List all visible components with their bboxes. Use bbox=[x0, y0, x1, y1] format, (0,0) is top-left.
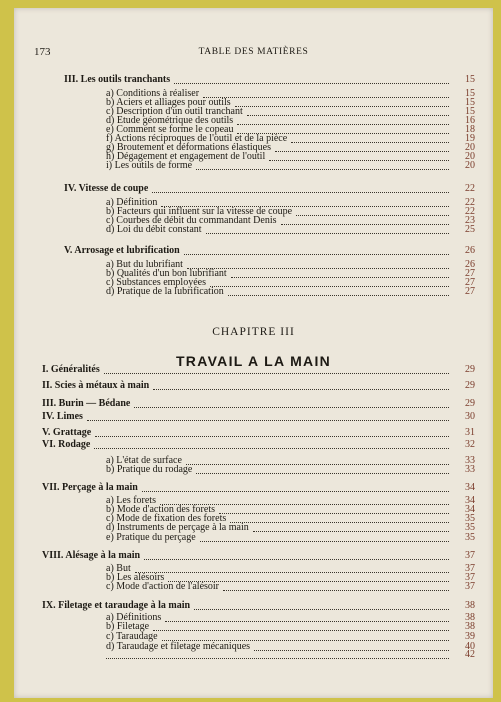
toc-entry-label: d) Taraudage et filetage mécaniques bbox=[106, 641, 251, 652]
dot-leader bbox=[174, 83, 449, 84]
dot-leader bbox=[87, 420, 449, 421]
toc-entry-subsection bbox=[14, 160, 493, 172]
toc-entry-label: a) Définition bbox=[106, 197, 158, 208]
toc-entry-label: a) But bbox=[106, 563, 131, 574]
toc-entry-label: c) Mode d'action de l'alésoir bbox=[106, 581, 220, 592]
dot-leader bbox=[184, 254, 449, 255]
toc-entry-label: f) Actions réciproques de l'outil et de la pièce bbox=[106, 133, 288, 144]
toc-page-number: 27 bbox=[465, 268, 475, 279]
toc-page-number: 22 bbox=[465, 206, 475, 217]
toc-page-number: 15 bbox=[465, 106, 475, 117]
dot-leader bbox=[196, 473, 449, 474]
toc-entry-label: VII. Perçage à la main bbox=[42, 482, 138, 493]
toc-page-number: 37 bbox=[465, 550, 475, 561]
toc-entry-label: V. Arrosage et lubrification bbox=[64, 245, 180, 256]
dot-leader bbox=[153, 389, 449, 390]
toc-entry-section bbox=[14, 74, 493, 86]
toc-page-number: 15 bbox=[465, 97, 475, 108]
toc-entry-label: d) Loi du débit constant bbox=[106, 224, 202, 235]
toc-entry-subsection bbox=[14, 224, 493, 236]
toc-entry-label: b) Facteurs qui influent sur la vitesse de coupe bbox=[106, 206, 293, 217]
toc-page-number: 38 bbox=[465, 621, 475, 632]
toc-page-number: 15 bbox=[465, 74, 475, 85]
toc-entry-subsection bbox=[14, 532, 493, 544]
toc-entry-label: VI. Rodage bbox=[42, 439, 91, 450]
toc-page-number: 15 bbox=[465, 88, 475, 99]
toc-entry-subsection bbox=[14, 464, 493, 476]
toc-page-number: 26 bbox=[465, 245, 475, 256]
dot-leader bbox=[94, 448, 449, 449]
toc-page-number: 35 bbox=[465, 532, 475, 543]
toc-page-number: 25 bbox=[465, 224, 475, 235]
toc-entry-subsection bbox=[14, 581, 493, 593]
dot-leader bbox=[200, 541, 449, 542]
toc-entry-section bbox=[14, 411, 493, 423]
toc-page-number: 34 bbox=[465, 495, 475, 506]
toc-entry-label: III. Burin — Bédane bbox=[42, 398, 131, 409]
toc-entry-label: c) Courbes de débit du commandant Denis bbox=[106, 215, 277, 226]
dot-leader bbox=[104, 373, 449, 374]
toc-page-number: 34 bbox=[465, 482, 475, 493]
toc-page-number: 26 bbox=[465, 259, 475, 270]
dot-leader bbox=[206, 233, 449, 234]
toc-page-number: 27 bbox=[465, 286, 475, 297]
toc-entry-section bbox=[14, 600, 493, 612]
toc-page-number: 38 bbox=[465, 612, 475, 623]
toc-entry-label: a) Conditions à réaliser bbox=[106, 88, 200, 99]
toc-page-number: 22 bbox=[465, 197, 475, 208]
toc-page-number: 29 bbox=[465, 364, 475, 375]
toc-entry-label: d) Etude géométrique des outils bbox=[106, 115, 234, 126]
toc-entry-section bbox=[14, 380, 493, 392]
toc-page-number: 33 bbox=[465, 455, 475, 466]
toc-entry-label: b) Les alésoirs bbox=[106, 572, 165, 583]
toc-entry-label: g) Broutement et déformations élastiques bbox=[106, 142, 271, 153]
toc-page-number: 37 bbox=[465, 563, 475, 574]
toc-entry-label: b) Qualités d'un bon lubrifiant bbox=[106, 268, 227, 279]
toc-page-number: 39 bbox=[465, 631, 475, 642]
dot-leader bbox=[106, 658, 449, 659]
toc-entry-label: VIII. Alésage à la main bbox=[42, 550, 141, 561]
toc-entry-label: e) Pratique du perçage bbox=[106, 532, 196, 543]
toc-entry-subsection bbox=[14, 649, 493, 661]
page-number: 173 bbox=[34, 46, 51, 58]
toc-entry-label: IV. Vitesse de coupe bbox=[64, 183, 149, 194]
toc-entry-label: c) Substances employées bbox=[106, 277, 206, 288]
toc-entry-label: I. Généralités bbox=[42, 364, 100, 375]
page-header bbox=[14, 46, 493, 60]
toc-entry-section bbox=[14, 398, 493, 410]
toc-page-number: 20 bbox=[465, 142, 475, 153]
toc-entry-label: a) L'état de surface bbox=[106, 455, 182, 466]
toc-page-number: 22 bbox=[465, 183, 475, 194]
toc-entry-label: IX. Filetage et taraudage à la main bbox=[42, 600, 191, 611]
toc-entry-section bbox=[14, 550, 493, 562]
toc-entry-label: b) Mode d'action des forets bbox=[106, 504, 215, 515]
toc-page-number: 38 bbox=[465, 600, 475, 611]
toc-entry-label: h) Dégagement et engagement de l'outil bbox=[106, 151, 266, 162]
dot-leader bbox=[196, 169, 449, 170]
dot-leader bbox=[194, 609, 449, 610]
dot-leader bbox=[152, 192, 449, 193]
toc-entry-section bbox=[14, 439, 493, 451]
toc-page-number: 29 bbox=[465, 398, 475, 409]
book-page bbox=[14, 8, 493, 698]
running-title: TABLE DES MATIÈRES bbox=[198, 47, 309, 57]
toc-entry-label: b) Pratique du rodage bbox=[106, 464, 193, 475]
dot-leader bbox=[134, 407, 449, 408]
toc-page-number: 32 bbox=[465, 439, 475, 450]
toc-entry-label: a) Les forets bbox=[106, 495, 156, 506]
toc-entry-section bbox=[14, 364, 493, 376]
toc-entry-label: III. Les outils tranchants bbox=[64, 74, 171, 85]
toc-entry-label: a) Définitions bbox=[106, 612, 162, 623]
toc-page-number: 35 bbox=[465, 522, 475, 533]
toc-entry-section bbox=[14, 183, 493, 195]
toc-page-number: 34 bbox=[465, 504, 475, 515]
toc-page-number: 37 bbox=[465, 581, 475, 592]
chapter-heading: CHAPITRE III bbox=[212, 326, 295, 338]
toc-page-number: 30 bbox=[465, 411, 475, 422]
toc-page-number: 42 bbox=[465, 649, 475, 660]
toc-entry-label: II. Scies à métaux à main bbox=[42, 380, 150, 391]
toc-entry-label: b) Filetage bbox=[106, 621, 150, 632]
toc-page-number: 29 bbox=[465, 380, 475, 391]
toc-page-number: 40 bbox=[465, 641, 475, 652]
toc-entry-label: e) Comment se forme le copeau bbox=[106, 124, 234, 135]
toc-entry-label: IV. Limes bbox=[42, 411, 83, 422]
toc-page-number: 37 bbox=[465, 572, 475, 583]
dot-leader bbox=[95, 436, 449, 437]
toc-entry-label: c) Description d'un outil tranchant bbox=[106, 106, 243, 117]
toc-entry-subsection bbox=[14, 286, 493, 298]
toc-entry-label: a) But du lubrifiant bbox=[106, 259, 183, 270]
toc-entry-label: d) Instruments de perçage à la main bbox=[106, 522, 249, 533]
toc-page-number: 16 bbox=[465, 115, 475, 126]
toc-entry-section bbox=[14, 427, 493, 439]
toc-page-number: 19 bbox=[465, 133, 475, 144]
dot-leader bbox=[223, 590, 449, 591]
toc-page-number: 35 bbox=[465, 513, 475, 524]
dot-leader bbox=[228, 295, 449, 296]
toc-page-number: 18 bbox=[465, 124, 475, 135]
toc-entry-section bbox=[14, 482, 493, 494]
toc-page-number: 20 bbox=[465, 151, 475, 162]
toc-entry-label: c) Mode de fixation des forets bbox=[106, 513, 227, 524]
toc-page-number: 20 bbox=[465, 160, 475, 171]
dot-leader bbox=[142, 491, 449, 492]
toc-entry-label: b) Aciers et alliages pour outils bbox=[106, 97, 231, 108]
chapter-title: TRAVAIL A LA MAIN bbox=[175, 353, 332, 369]
toc-entry-label: V. Grattage bbox=[42, 427, 92, 438]
toc-page-number: 27 bbox=[465, 277, 475, 288]
toc-page-number: 23 bbox=[465, 215, 475, 226]
dot-leader bbox=[144, 559, 449, 560]
toc-entry-label: d) Pratique de la lubrification bbox=[106, 286, 224, 297]
toc-page-number: 33 bbox=[465, 464, 475, 475]
toc-page-number: 31 bbox=[465, 427, 475, 438]
toc-entry-label: i) Les outils de forme bbox=[106, 160, 193, 171]
toc-entry-section bbox=[14, 245, 493, 257]
toc-entry-label: c) Taraudage bbox=[106, 631, 158, 642]
